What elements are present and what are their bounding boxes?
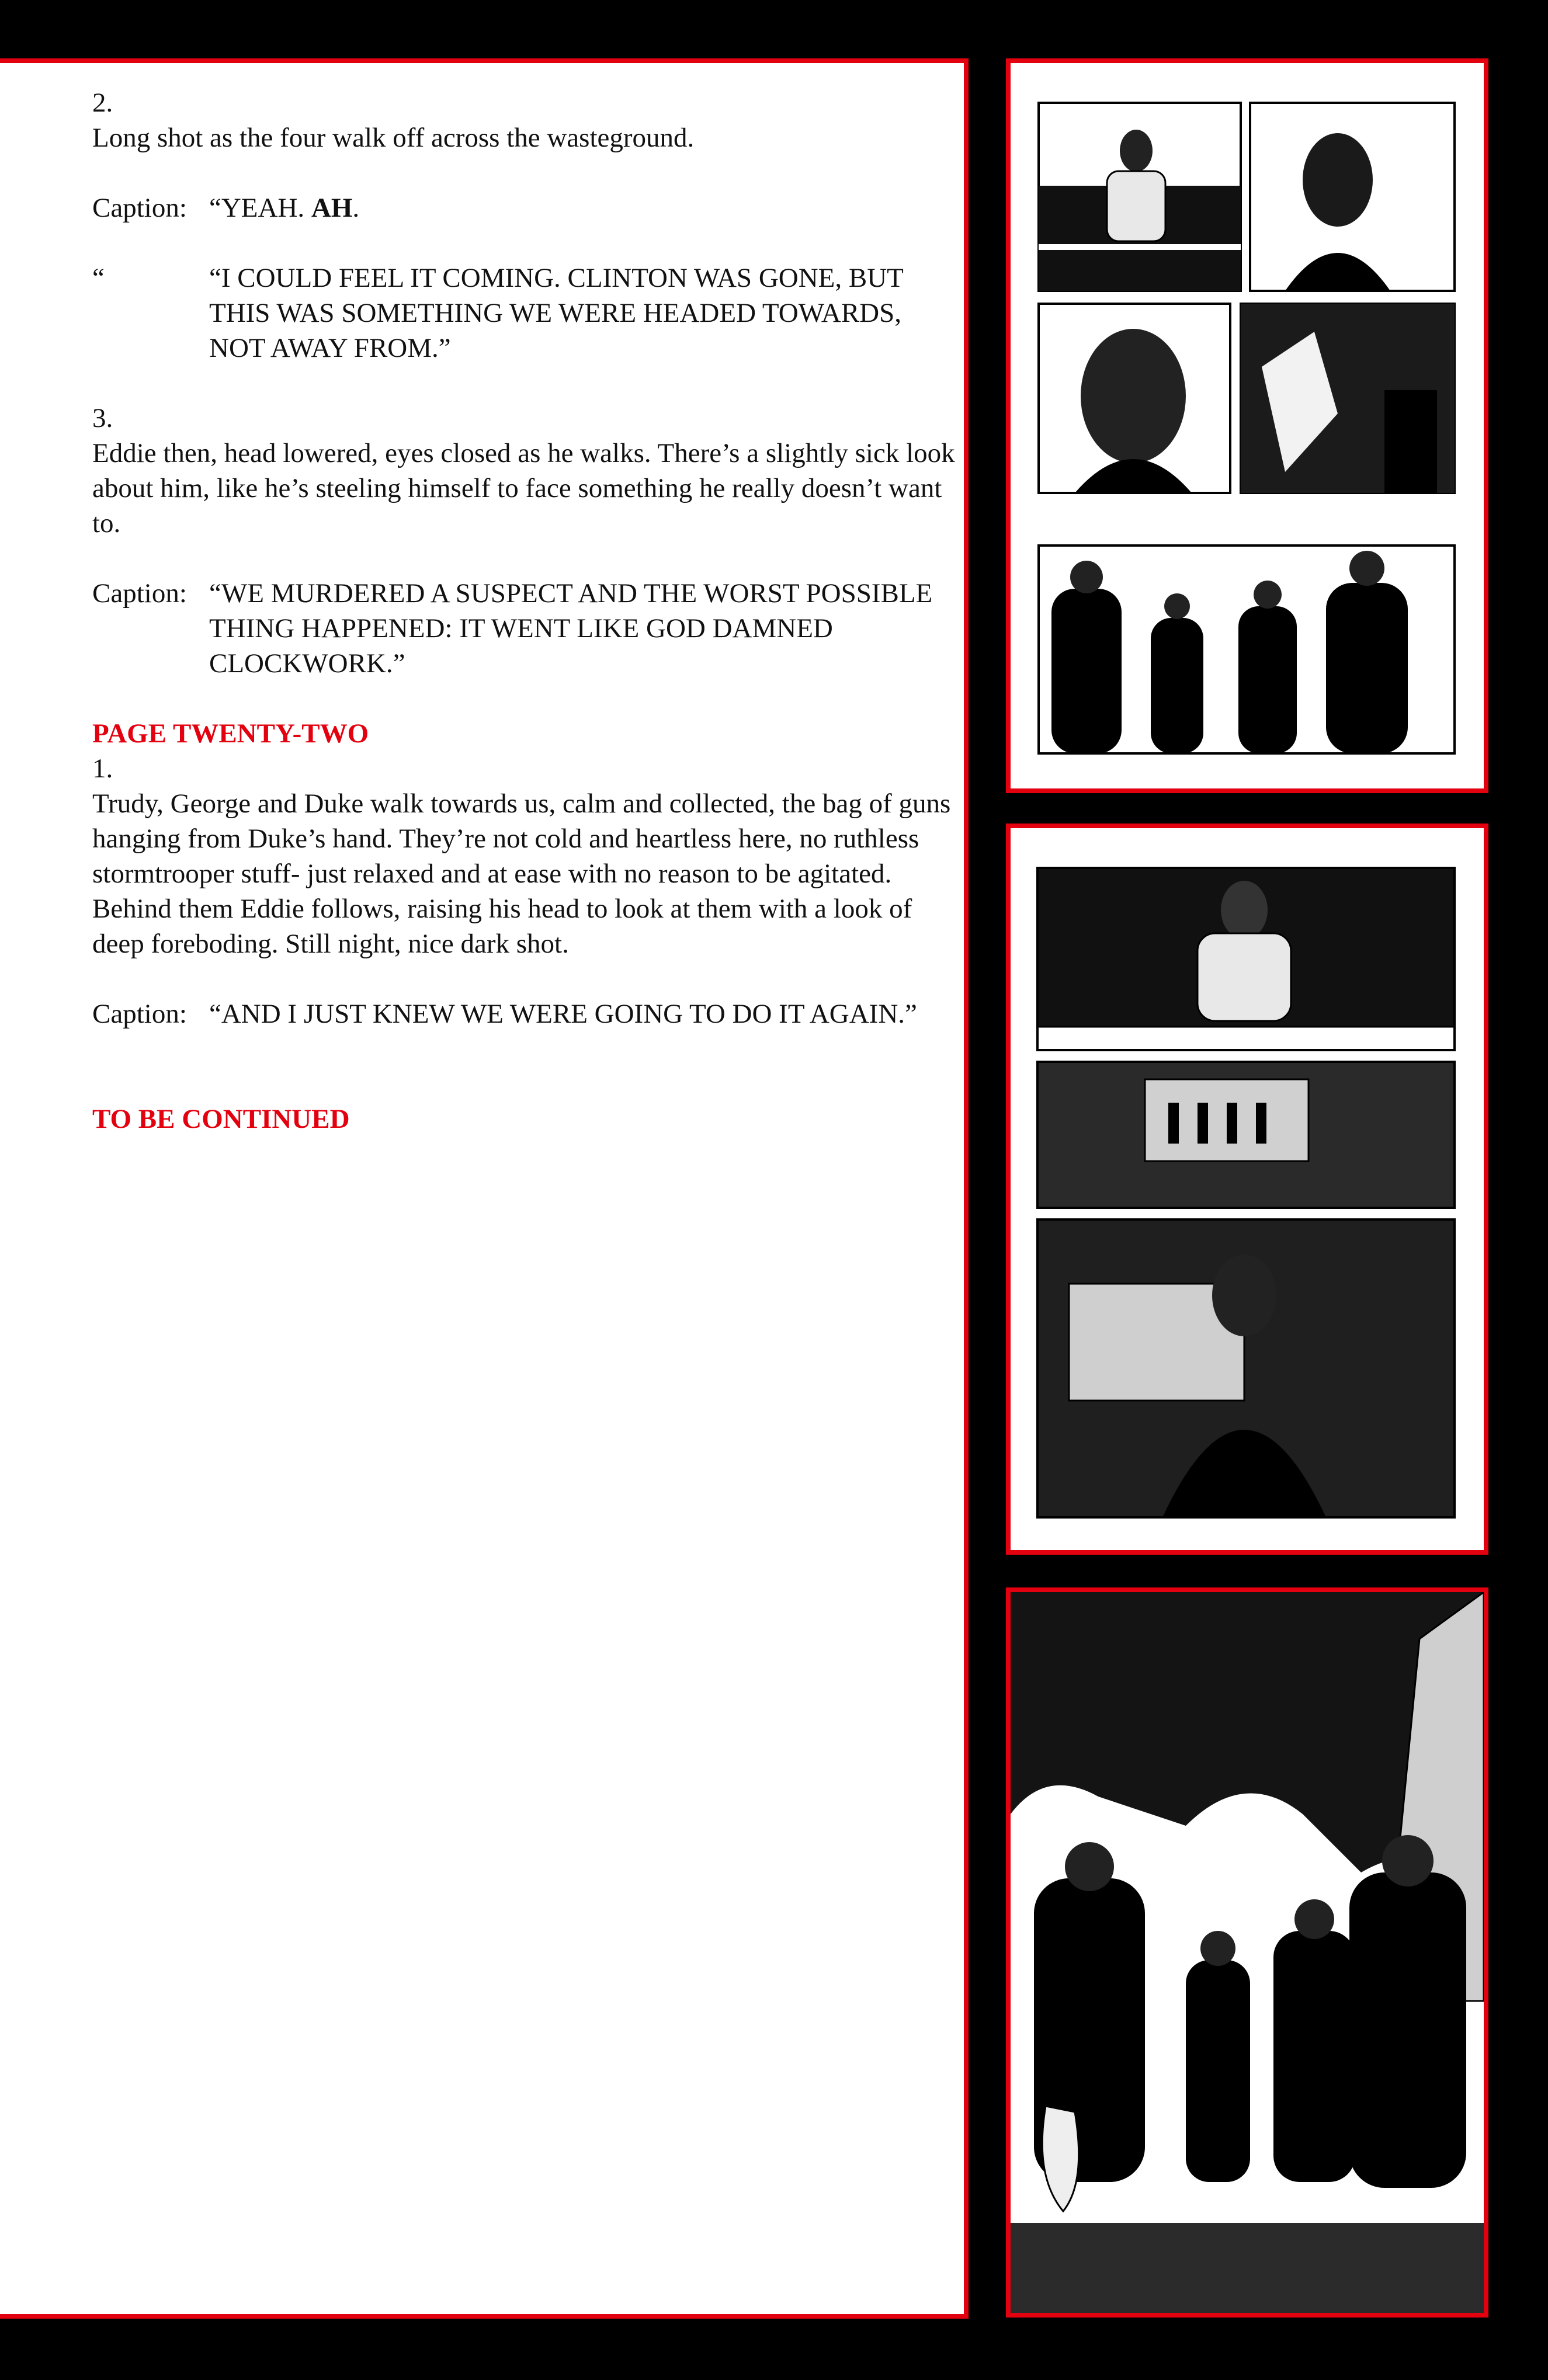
caption-line: [92, 190, 957, 225]
caption-text: “AND I JUST KNEW WE WERE GOING TO DO IT AGAIN.”: [209, 999, 917, 1029]
caption-line: [92, 576, 957, 681]
script-text: [92, 85, 957, 1137]
art-page-3-illustration: [1011, 1592, 1484, 2313]
art-page-thumbnail-1: [1006, 58, 1488, 793]
caption-line: [92, 260, 957, 366]
caption-line: [92, 996, 957, 1031]
page-heading: PAGE TWENTY-TWO: [92, 718, 369, 749]
caption-label: Caption:: [92, 999, 187, 1029]
beat-description: Long shot as the four walk off across the wasteground.: [92, 123, 695, 153]
art-page-thumbnail-3: [1006, 1587, 1488, 2318]
beat-number: 2.: [92, 88, 113, 118]
caption-text: “I COULD FEEL IT COMING. CLINTON WAS GONE, BUT THIS WAS SOMETHING WE WERE HEADED TOWARDS, NOT AWAY FROM.”: [209, 263, 904, 363]
beat-number: 1.: [92, 753, 113, 784]
to-be-continued: TO BE CONTINUED: [92, 1104, 350, 1134]
caption-text: “WE MURDERED A SUSPECT AND THE WORST POSSIBLE THING HAPPENED: IT WENT LIKE GOD DAMNED CLOCKWORK.”: [209, 578, 933, 679]
art-page-1-illustration: [1011, 63, 1484, 788]
script-page: [0, 58, 969, 2319]
caption-bold-word: AH: [311, 193, 353, 223]
caption-label: “: [92, 263, 105, 293]
beat-description: Eddie then, head lowered, eyes closed as he walks. There’s a slightly sick look about him, like he’s steeling himself to face something he really doesn’t want to.: [92, 438, 955, 538]
beat-number: 3.: [92, 403, 113, 433]
caption-text: “YEAH. AH.: [209, 193, 360, 223]
beat-description: Trudy, George and Duke walk towards us, calm and collected, the bag of guns hanging from Duke’s hand. They’re not cold and heartless here, no ruthless stormtrooper stuff- just relaxed and at ease with no reason to be agitated. Behind them Eddie follows, raising his head to look at them with a look of deep foreboding. Still night, nice dark shot.: [92, 788, 951, 959]
art-page-2-illustration: [1011, 828, 1484, 1550]
caption-label: Caption:: [92, 578, 187, 609]
art-page-thumbnail-2: [1006, 824, 1488, 1555]
caption-label: Caption:: [92, 193, 187, 223]
